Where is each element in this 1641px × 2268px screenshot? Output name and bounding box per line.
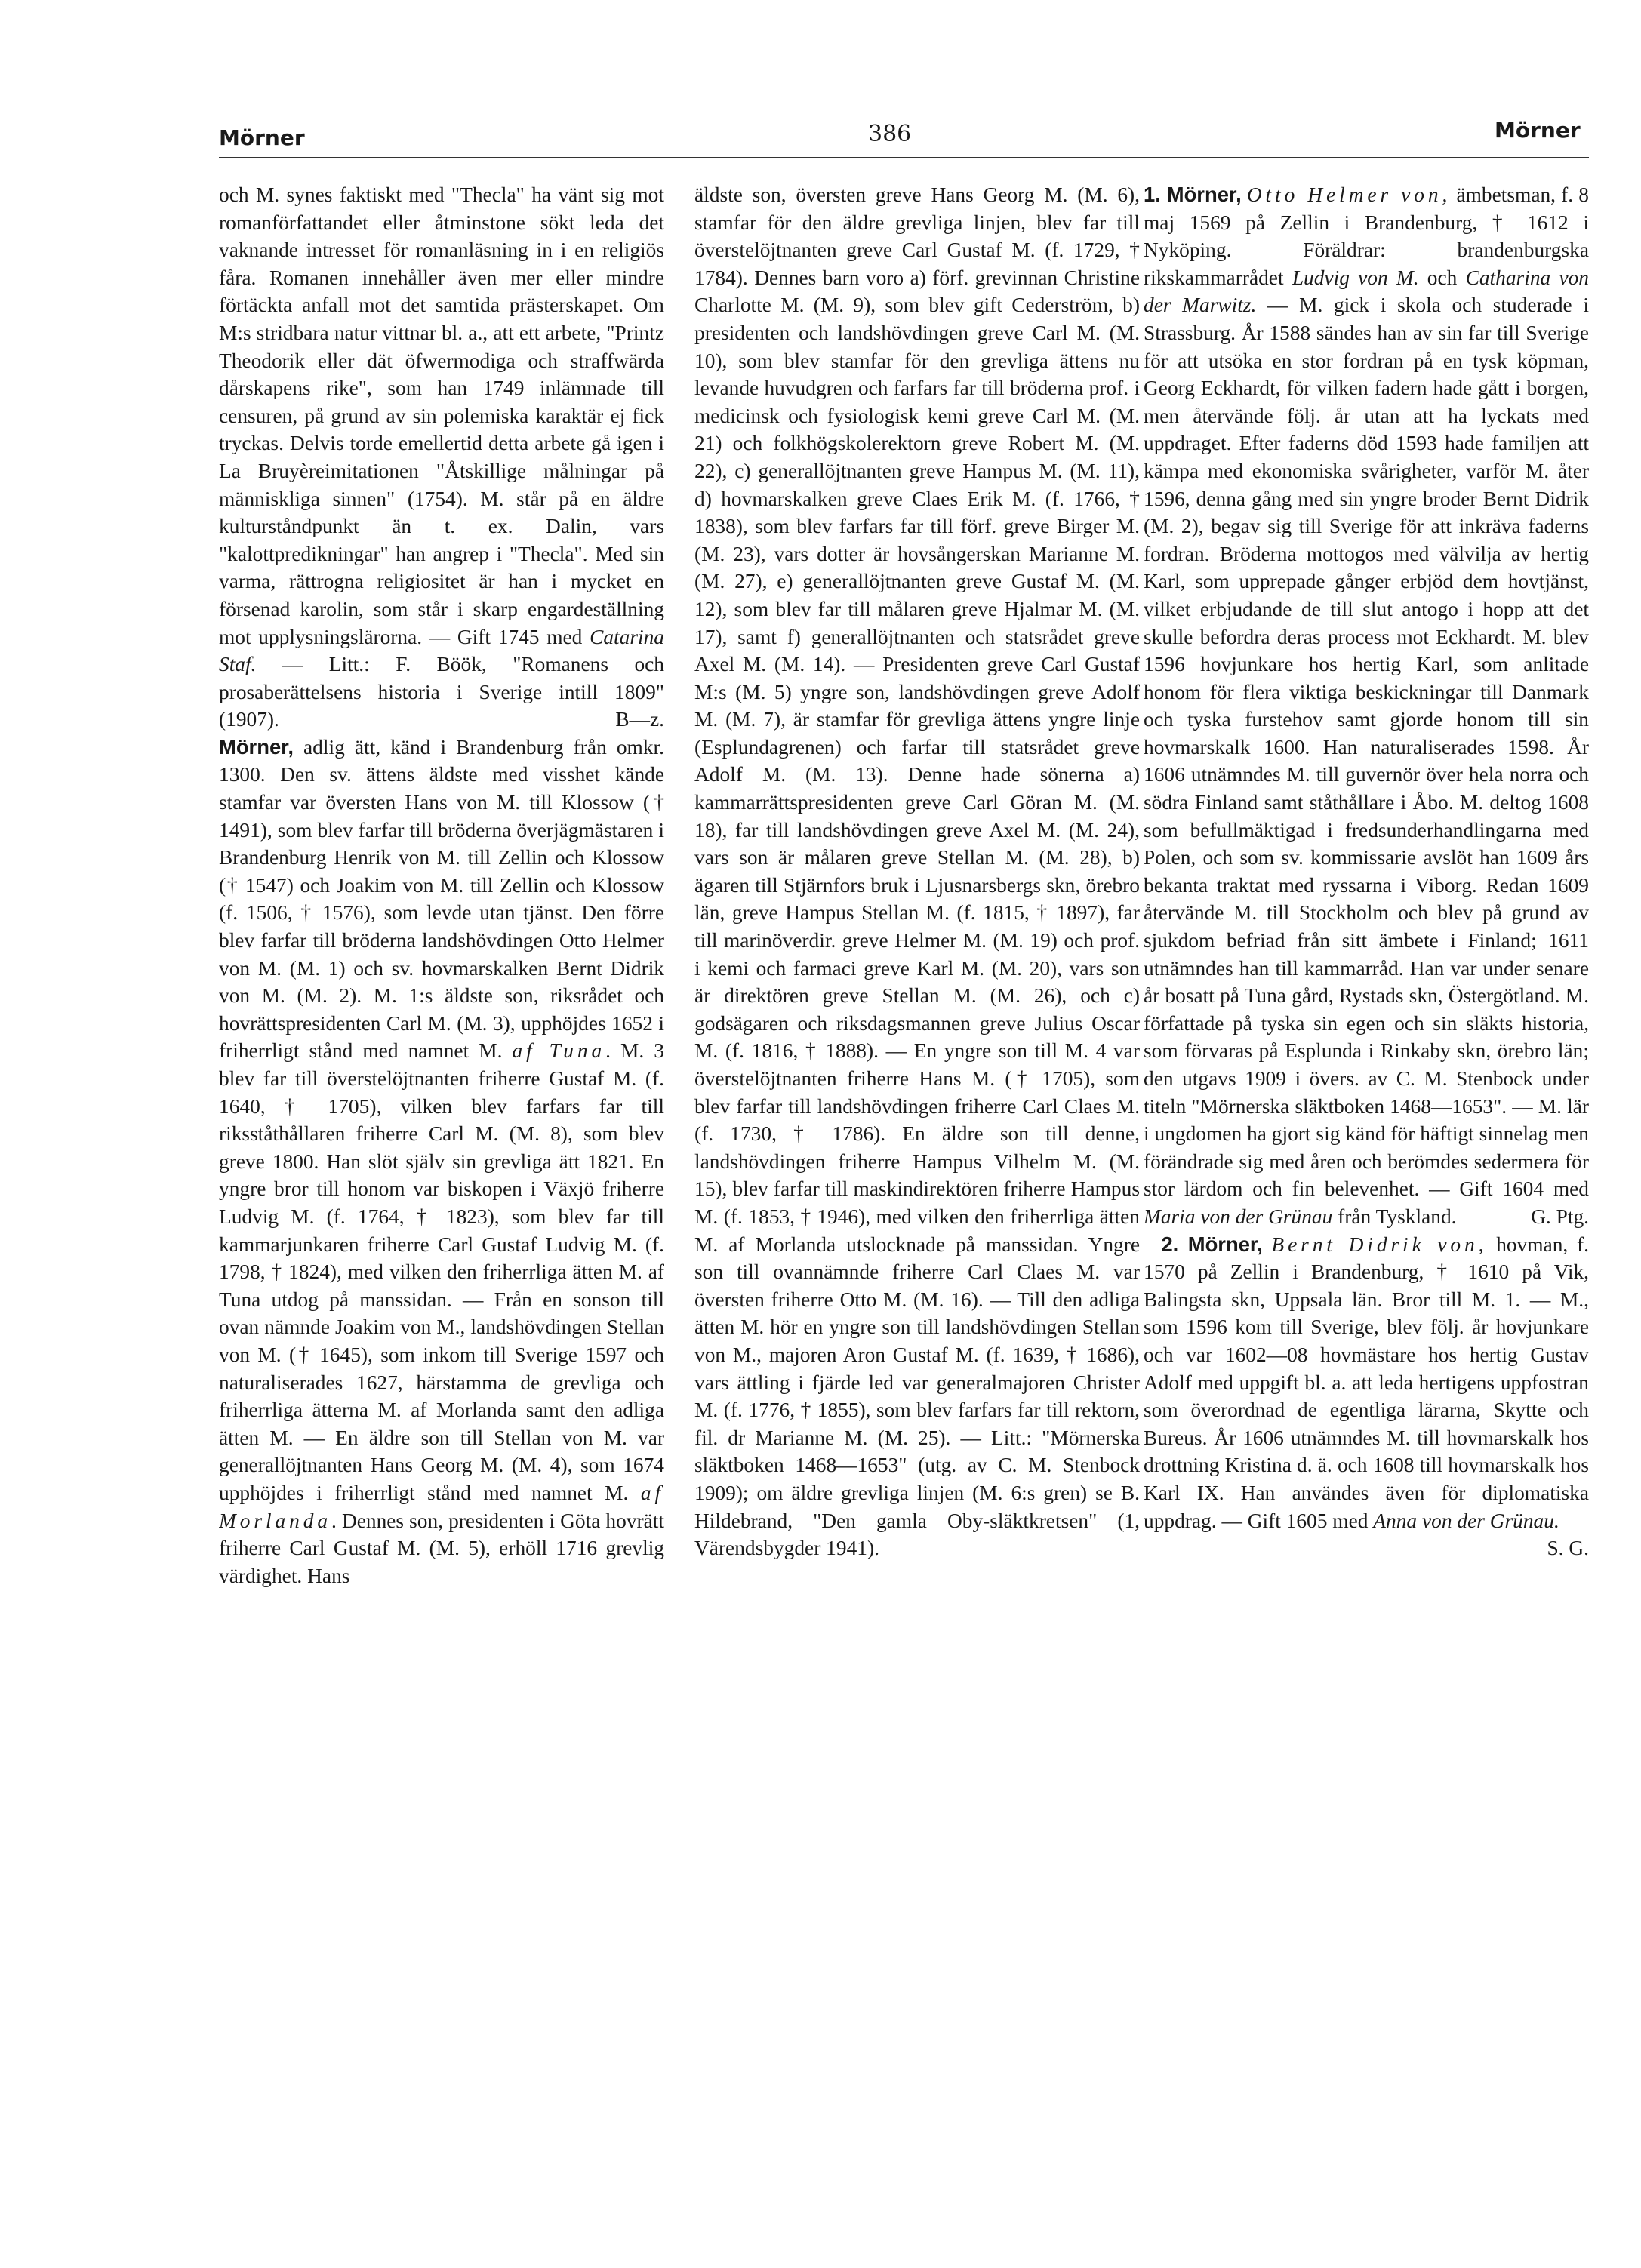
column-right (1144, 181, 1589, 2234)
paragraph-morner-family-cont: äldste son, översten greve Hans Georg M. (M. 6), stamfar för den äldre grevliga linjen, blev far till överstelöjtnanten greve Carl Gustaf M. (f. 1729, † 1784). Dennes barn voro a) förf. grevinnan Christine Charlotte M. (M. 9), som blev gift Cederström, b) presidenten och landshövdingen greve Carl M. (M. 10), som blev stamfar för den grevliga ättens nu levande huvudgren och farfars far till bröderna prof. i medicinsk och fysiologisk kemi greve Carl M. (M. 21) och folkhögskolerektorn greve Robert M. (M. 22), c) generallöjtnanten greve Hampus M. (M. 11), d) hovmarskalken greve Claes Erik M. (f. 1766, † 1838), som blev farfars far till förf. greve Birger M. (M. 23), vars dotter är hovsångerskan Marianne M. (M. 27), e) generallöjtnanten greve Gustaf M. (M. 12), som blev far till målaren greve Hjalmar M. (M. 17), samt f) generallöjtnanten och statsrådet greve Axel M. (M. 14). — Presidenten greve Carl Gustaf M:s (M. 5) yngre son, landshövdingen greve Adolf M. (M. 7), är stamfar för grevliga ättens yngre linje (Esplundagrenen) och farfar till statsrådet greve Adolf M. (M. 13). Denne hade sönerna a) kammarrättspresidenten greve Carl Göran M. (M. 18), far till landshövdingen greve Axel M. (M. 24), vars son är målaren greve Stellan M. (M. 28), b) ägaren till Stjärnfors bruk i Ljusnarsbergs skn, örebro län, greve Hampus Stellan M. (f. 1815, † 1897), far till marinöverdir. greve Helmer M. (M. 19) och prof. i kemi och farmaci greve Karl M. (M. 20), vars son är direktören greve Stellan M. (M. 26), och c) godsägaren och riksdagsmannen greve Julius Oscar M. (f. 1816, † 1888). — En yngre son till M. 4 var överstelöjtnanten friherre Hans M. († 1705), som blev farfar till landshövdingen friherre Carl Claes M. (f. 1730, † 1786). En äldre son till denne, landshövdingen friherre Hampus Vilhelm M. (M. 15), blev farfar till maskindirektören friherre Hampus M. (f. 1853, † 1946), med vilken den friherrliga ätten M. af Morlanda utslocknade på manssidan. Yngre son till ovannämnde friherre Carl Claes M. var översten friherre Otto M. (M. 16). — Till den adliga ätten M. hör en yngre son till landshövdingen Stellan von M., majoren Aron Gustaf M. (f. 1639, † 1686), vars ättling i fjärde led var generalmajoren Christer M. (f. 1776, † 1855), som blev farfars far till rektorn, fil. dr Marianne M. (M. 25). — Litt.: "Mörnerska släktboken 1468—1653" (utg. av C. M. Stenbock 1909); om äldre grevliga linjen (M. 6:s gren) se B. Hildebrand, "Den gamla Oby-släktkretsen" (1, Värendsbygder 1941). (694, 183, 1140, 1560)
running-head-right: Mörner (1495, 118, 1581, 143)
running-head-left: Mörner (219, 125, 305, 150)
column-middle (694, 181, 1140, 2234)
entry-bernt-didrik: 2. Mörner, Bernt Didrik von, hovman, f. 1570 på Zellin i Brandenburg, † 1610 på Vik, Balingsta skn, Uppsala län. Bror till M. 1. — M., som 1596 kom till Sverige, blev följ. år hovjunkare och var 1602—08 hovmästare hos hertig Gustav Adolf med uppgift bl. a. att leda hertigens uppfostran som överordnad de egentliga lärarna, Skytte och Bureus. År 1606 utnämndes M. till hovmarskalk hos drottning Kristina d. ä. och 1608 till hovmarskalk hos Karl IX. Han användes även för diplomatiska uppdrag. — Gift 1605 med Anna von der Grünau. S. G. (1144, 1231, 1589, 1535)
paragraph-morner-fredrik-end: och M. synes faktiskt med "Thecla" ha vänt sig mot romanförfattandet eller åtminstone sökt leda det vaknande intresset för romanläsning in i en religiös fåra. Romanen innehåller även mer eller mindre förtäckta anfall mot det samtida prästerskapet. Om M:s stridbara natur vittnar bl. a., att ett arbete, "Printz Theodorik eller dät öfwermodiga och straffwärda dårskapens rike", som han 1749 inlämnade till censuren, på grund av sin polemiska karaktär ej fick tryckas. Delvis torde emellertid detta arbete gå igen i La Bruyèreimitationen "Åtskillige målningar på människliga sinnen" (1754). M. står på en äldre kulturståndpunkt än t. ex. Dalin, vars "kalottpredikningar" han angrep i "Thecla". Med sin varma, rättrogna religiositet är han i mycket en försenad karolin, som står i skarp engardeställning mot upplysningslärorna. — Gift 1745 med Catarina Staf. — Litt.: F. Böök, "Romanens och prosaberättelsens historia i Sverige intill 1809" (1907). B—z. (219, 181, 664, 734)
author-signature: G. Ptg. (1531, 1205, 1589, 1228)
headword: 2. Mörner, (1161, 1232, 1263, 1256)
entry-otto-helmer: 1. Mörner, Otto Helmer von, ämbetsman, f. 8 maj 1569 på Zellin i Brandenburg, † 1612 i Nyköping. Föräldrar: brandenburgska rikskammarrådet Ludvig von M. och Catharina von der Marwitz. — M. gick i skola och studerade i Strassburg. År 1588 sändes han av sin far till Sverige för att utsöka en stor fordran på en tysk köpman, Georg Eckhardt, för vilken fadern hade gått i borgen, men återvände följ. år utan att ha lyckats med uppdraget. Efter faderns död 1593 hade familjen att kämpa med ekonomiska svårigheter, varför M. åter 1596, denna gång med sin yngre broder Bernt Didrik (M. 2), begav sig till Sverige för att inkräva faderns fordran. Bröderna mottogos med välvilja av hertig Karl, som upprepade gånger erbjöd dem hovtjänst, vilket erbjudande de till slut antogo i hopp att det skulle befordra deras process mot Eckhardt. M. blev 1596 hovjunkare hos hertig Karl, som anlitade honom för flera viktiga beskickningar till Danmark och tyska furstehov samt gjorde honom till sin hovmarskalk 1600. Han naturaliserades 1598. År 1606 utnämndes M. till guvernör över hela norra och södra Finland samt ståthållare i Åbo. M. deltog 1608 som befullmäktigad i fredsunderhandlingarna med Polen, och som sv. kommissarie avslöt han 1609 års bekanta traktat med ryssarna i Viborg. Redan 1609 återvände M. till Stockholm och blev på grund av sjukdom befriad från sitt ämbete i Finland; 1611 utnämndes han till kammarråd. Han var under senare år bosatt på Tuna gård, Rystads skn, Östergötland. M. författade på tyska sin egen och sin släkts historia, som förvaras på Esplunda i Rinkaby skn, örebro län; den utgavs 1909 i övers. av C. M. Stenbock under titeln "Mörnerska släktboken 1468—1653". — M. lär i ungdomen ha gjort sig känd för häftigt sinnelag men förändrade sig med åren och berömdes sedermera för stor lärdom och fin belevenhet. — Gift 1604 med Maria von der Grünau från Tyskland. G. Ptg. (1144, 181, 1589, 1231)
paragraph-morner-family: Mörner, adlig ätt, känd i Brandenburg från omkr. 1300. Den sv. ättens äldste med visshet kände stamfar var översten Hans von M. till Klossow († 1491), som blev farfar till bröderna överjägmästaren i Brandenburg Henrik von M. till Zellin och Klossow († 1547) och Joakim von M. till Zellin och Klossow (f. 1506, † 1576), som levde utan tjänst. Den förre blev farfar till bröderna landshövdingen Otto Helmer von M. (M. 1) och sv. hovmarskalken Bernt Didrik von M. (M. 2). M. 1:s äldste son, riksrådet och hovrättspresidenten Carl M. (M. 3), upphöjdes 1652 i friherrligt stånd med namnet M. af Tuna. M. 3 blev far till överstelöjtnanten friherre Gustaf M. (f. 1640, † 1705), vilken blev farfars far till riksståthållaren friherre Carl M. (M. 8), som blev greve 1800. Han slöt själv sin grevliga ätt 1821. En yngre bror till honom var biskopen i Växjö friherre Ludvig M. (f. 1764, † 1823), som blev far till kammarjunkaren friherre Carl Gustaf Ludvig M. (f. 1798, † 1824), med vilken den friherrliga ätten M. af Tuna utdog på manssidan. — Från en sonson till ovan nämnde Joakim von M., landshövdingen Stellan von M. († 1645), som inkom till Sverige 1597 och naturaliserades 1627, härstamma de grevliga och friherrliga ätterna M. af Morlanda samt den adliga ätten M. — En äldre son till Stellan von M. var generallöjtnanten Hans Georg M. (M. 4), som 1674 upphöjdes i friherrligt stånd med namnet M. af Morlanda. Dennes son, presidenten i Göta hovrätt friherre Carl Gustaf M. (M. 5), erhöll 1716 grevlig värdighet. Hans (219, 734, 664, 1587)
headword: 1. Mörner, (1144, 183, 1242, 206)
author-signature: S. G. (1547, 1537, 1589, 1560)
author-signature: B—z. (615, 708, 664, 731)
header-rule (219, 157, 1589, 158)
page-number: 386 (868, 121, 912, 147)
page-header (0, 0, 1641, 181)
headword: Mörner, (219, 734, 294, 759)
column-left (219, 181, 664, 2234)
